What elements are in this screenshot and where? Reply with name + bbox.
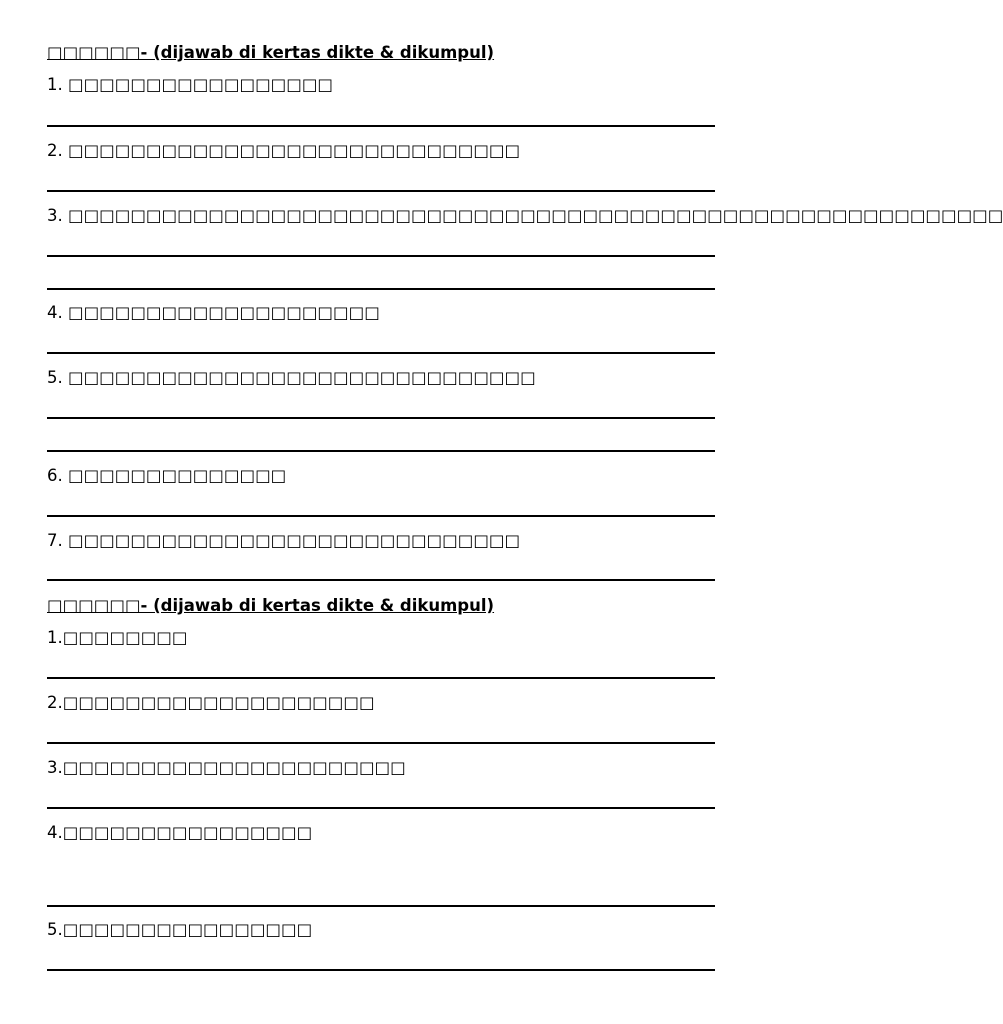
answer-line <box>47 450 715 452</box>
question-1-7: 7. □□□□□□□□□□□□□□□□□□□□□□□□□□□□□ <box>47 531 521 550</box>
answer-line <box>47 969 715 971</box>
question-1-2: 2. □□□□□□□□□□□□□□□□□□□□□□□□□□□□□ <box>47 141 521 160</box>
question-2-3: 3.□□□□□□□□□□□□□□□□□□□□□□ <box>47 758 406 777</box>
question-1-6: 6. □□□□□□□□□□□□□□ <box>47 466 287 485</box>
answer-line <box>47 190 715 192</box>
answer-line <box>47 677 715 679</box>
question-2-2: 2.□□□□□□□□□□□□□□□□□□□□ <box>47 693 375 712</box>
question-1-1: 1. □□□□□□□□□□□□□□□□□ <box>47 75 334 94</box>
question-2-4: 4.□□□□□□□□□□□□□□□□ <box>47 823 313 842</box>
answer-line <box>47 807 715 809</box>
question-1-4: 4. □□□□□□□□□□□□□□□□□□□□ <box>47 303 380 322</box>
answer-line <box>47 255 715 257</box>
question-2-1: 1.□□□□□□□□ <box>47 628 188 647</box>
answer-line <box>47 125 715 127</box>
answer-line <box>47 905 715 907</box>
answer-line <box>47 742 715 744</box>
section-1-heading: □□□□□□- (dijawab di kertas dikte & dikumpul) <box>47 43 495 62</box>
question-1-5: 5. □□□□□□□□□□□□□□□□□□□□□□□□□□□□□□ <box>47 368 536 387</box>
answer-line <box>47 515 715 517</box>
answer-line <box>47 352 715 354</box>
question-1-3: 3. □□□□□□□□□□□□□□□□□□□□□□□□□□□□□□□□□□□□□□□□□□□□□□□□□□□□□□□□□□□□ <box>47 206 1003 225</box>
section-2-heading: □□□□□□- (dijawab di kertas dikte & dikumpul) <box>47 596 495 615</box>
question-2-5: 5.□□□□□□□□□□□□□□□□ <box>47 920 313 939</box>
answer-line <box>47 417 715 419</box>
answer-line <box>47 579 715 581</box>
answer-line <box>47 288 715 290</box>
